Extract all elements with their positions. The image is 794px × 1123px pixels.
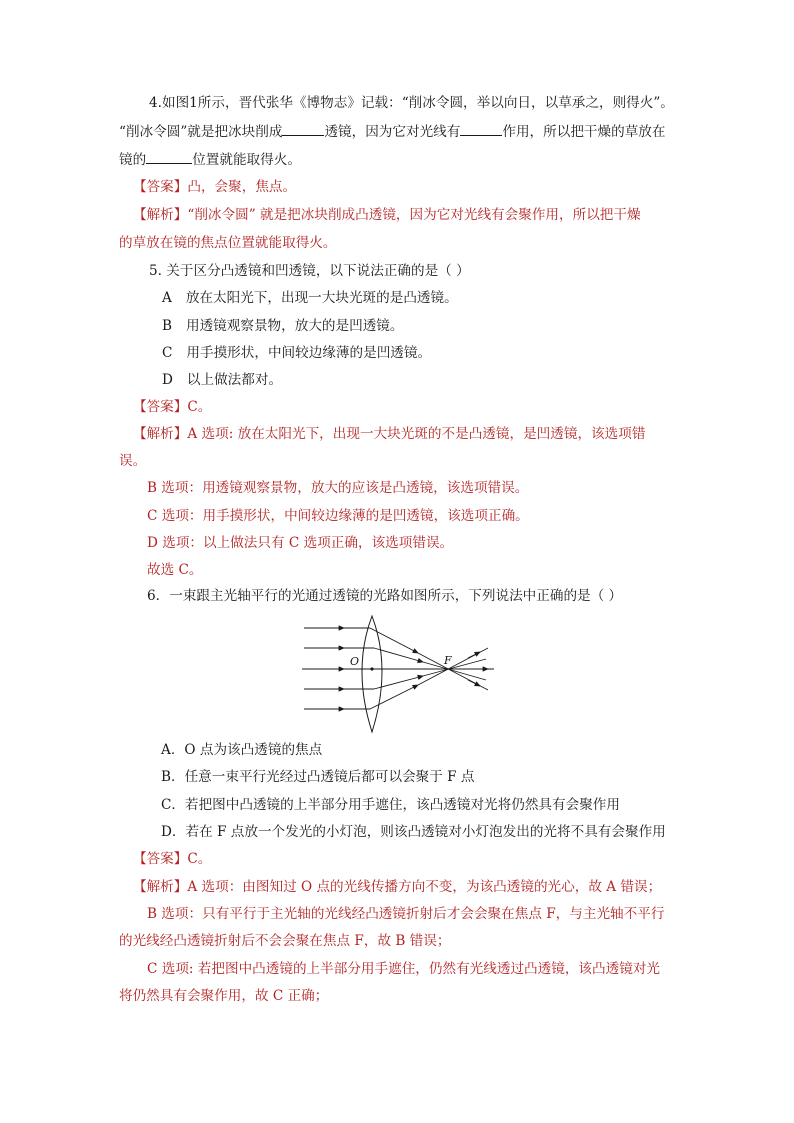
q5-option-b-text: 用透镜观察景物，放大的是凹透镜。: [186, 318, 404, 334]
q4-stem-line2: [119, 121, 666, 142]
q5-conclusion: 故选 C。: [147, 562, 203, 578]
q4-stem-part-a: “削冰令圆”就是把冰块削成: [119, 124, 283, 140]
q6-answer-text: C。: [187, 851, 212, 867]
q5-option-a-text: 放在太阳光下，出现一大块光斑的是凸透镜。: [185, 290, 458, 306]
q4-stem-line3: [119, 149, 301, 170]
q5-option-d: [162, 370, 282, 390]
q5-analysis-line3: B 选项：用透镜观察景物，放大的应该是凸透镜，该选项错误。: [147, 480, 529, 496]
label-o: O: [350, 655, 360, 668]
q5-analysis-line1: [133, 424, 645, 444]
refracted-rays: [370, 628, 488, 709]
q6-answer: [133, 849, 211, 869]
q4-blank-1: [282, 121, 324, 136]
q5-analysis-line5: D 选项：以上做法只有 C 选项正确，该选项错误。: [147, 535, 454, 551]
q5-option-d-key: D: [162, 372, 173, 388]
q6-analysis-line1: [133, 877, 661, 897]
optical-center-dot: [370, 667, 373, 670]
answer-tag: 【答案】: [133, 399, 188, 415]
analysis-tag: 【解析】: [133, 207, 188, 223]
q6-option-b: B．任意一束平行光经过凸透镜后都可以会聚于 F 点: [161, 769, 475, 785]
q5-stem: 5. 关于区分凸透镜和凹透镜，以下说法正确的是（ ）: [149, 263, 470, 279]
q4-answer-text: 凸，会聚，焦点。: [187, 179, 297, 195]
q4-analysis-text: “削冰令圆” 就是把冰块削成凸透镜，因为它对光线有会聚作用，所以把干燥: [187, 207, 641, 223]
analysis-tag: 【解析】: [133, 426, 188, 442]
q5-analysis-line4: C 选项：用手摸形状，中间较边缘薄的是凹透镜，该选项正确。: [147, 508, 529, 524]
q4-stem-part-b: 透镜，因为它对光线有: [324, 124, 461, 140]
q5-option-d-text: 以上做法都对。: [186, 372, 283, 388]
q5-option-c-key: C: [162, 345, 173, 361]
q4-stem-part-d: 镜的: [119, 152, 147, 168]
q4-answer: [133, 177, 296, 197]
q4-stem-part-c: 作用，所以把干燥的草放在: [502, 124, 666, 140]
convex-lens-diagram: [298, 614, 498, 736]
answer-tag: 【答案】: [133, 851, 188, 867]
refracted-ray: [423, 659, 486, 676]
q5-analysis-line2: 误。: [119, 453, 147, 469]
answer-tag: 【答案】: [133, 179, 188, 195]
q6-analysis-line4: C 选项: 若把图中凸透镜的上半部分用手遮住，仍然有光线透过凸透镜，该凸透镜对光: [147, 961, 660, 977]
q5-option-a-key: A: [162, 290, 172, 306]
q5-analysis-text: A 选项: 放在太阳光下，出现一大块光斑的不是凸透镜，是凹透镜，该选项错: [187, 426, 646, 442]
q6-stem: 6．一束跟主光轴平行的光通过透镜的光路如图所示，下列说法中正确的是（ ）: [147, 588, 623, 604]
convex-lens: [362, 616, 382, 732]
q6-option-d: D．若在 F 点放一个发光的小灯泡，则该凸透镜对小灯泡发出的光将不具有会聚作用: [161, 824, 666, 840]
q4-stem-line1: 4.如图1所示，晋代张华《博物志》记载：“削冰令圆，举以向日，以草承之，则得火”。: [149, 95, 674, 111]
analysis-tag: 【解析】: [133, 879, 188, 895]
q5-option-a: [162, 288, 458, 308]
q4-analysis-line2: 的草放在镜的焦点位置就能取得火。: [119, 235, 337, 251]
q5-option-c: [162, 343, 431, 363]
q5-option-b: [162, 316, 404, 336]
q5-option-c-text: 用手摸形状，中间较边缘薄的是凹透镜。: [186, 345, 432, 361]
q6-analysis-line3: 的光线经凸透镜折射后不会会聚在焦点 F，故 B 错误；: [119, 933, 451, 949]
q5-option-b-key: B: [162, 318, 172, 334]
q4-blank-2: [460, 121, 502, 136]
q6-option-c: C．若把图中凸透镜的上半部分用手遮住，该凸透镜对光将仍然具有会聚作用: [161, 797, 620, 813]
q6-analysis-line5: 将仍然具有会聚作用，故 C 正确；: [119, 988, 329, 1004]
exit-arrow: [468, 680, 480, 686]
q6-option-a: A．O 点为该凸透镜的焦点: [161, 742, 323, 758]
q5-answer: [133, 397, 211, 417]
q5-answer-text: C。: [187, 399, 212, 415]
q4-analysis-line1: [133, 205, 641, 225]
q4-blank-3: [146, 149, 192, 164]
q4-stem-part-e: 位置就能取得火。: [192, 152, 301, 168]
label-f: F: [444, 654, 452, 667]
q6-analysis-text: A 选项：由图知过 O 点的光线传播方向不变，为该凸透镜的光心，故 A 错误；: [187, 879, 662, 895]
exit-arrow: [468, 652, 480, 658]
q6-analysis-line2: B 选项：只有平行于主光轴的光线经凸透镜折射后才会会聚在焦点 F，与主光轴不平行: [147, 906, 665, 922]
